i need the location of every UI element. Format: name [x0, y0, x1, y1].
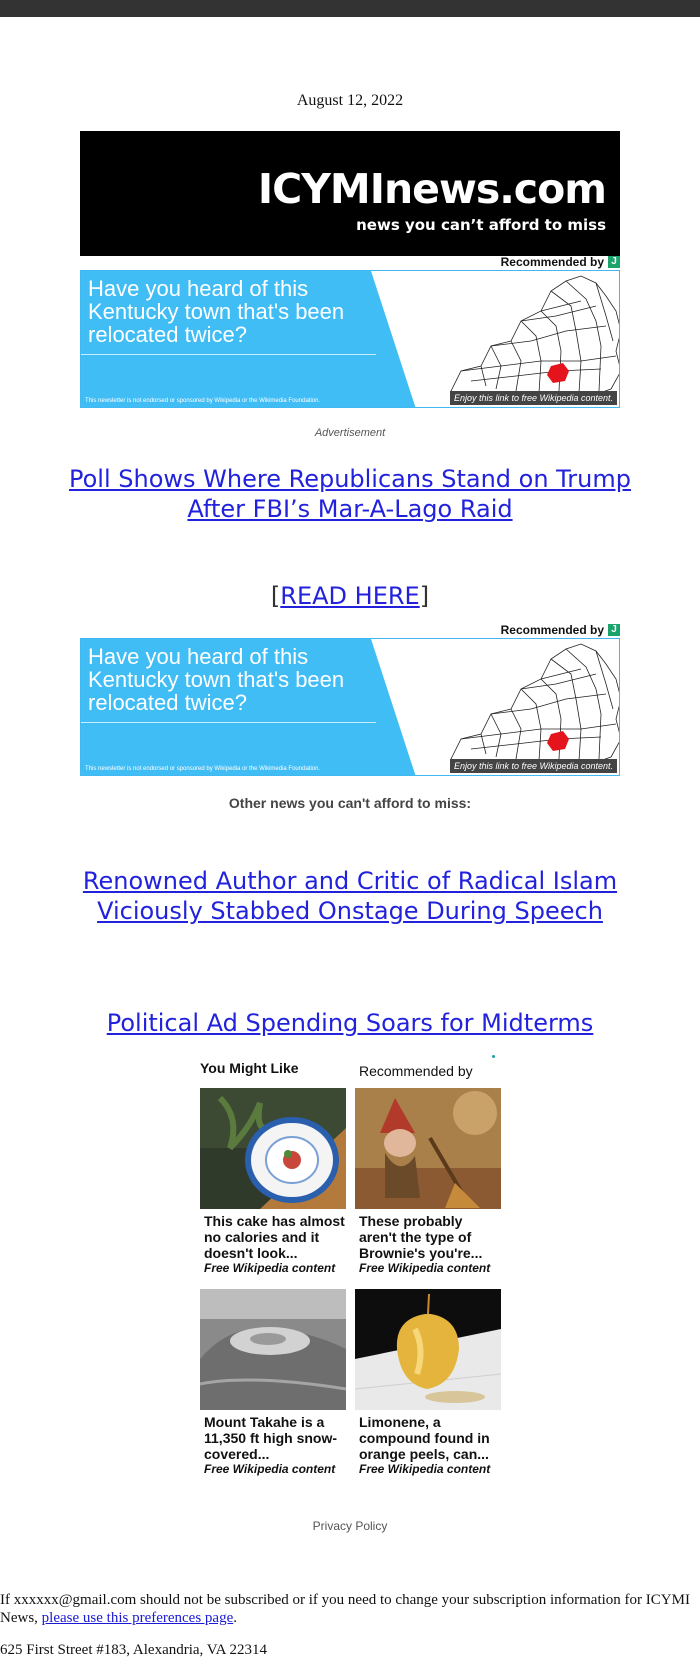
rec-thumb [200, 1088, 346, 1209]
footer-text: If xxxxxx@gmail.com should not be subscribed or if you need to change your subscription information for ICYMI News, [0, 1592, 690, 1626]
ad-divider [81, 354, 376, 355]
kentucky-map-icon [391, 271, 620, 408]
recommended-by-label-2 [501, 623, 620, 637]
recommended-by-text: Recommended by [500, 623, 604, 637]
recommended-by-text: Recommended by [500, 255, 604, 269]
headline-link-author[interactable]: Renowned Author and Critic of Radical Islam Viciously Stabbed Onstage During Speech [82, 867, 618, 925]
rec-card-limonene[interactable] [355, 1289, 501, 1476]
ad-headline: Have you heard of this Kentucky town that's been relocated twice? [88, 276, 345, 347]
top-bar [0, 0, 700, 17]
widget-recommended-by: Recommended by [359, 1063, 473, 1079]
rec-card-brownie[interactable] [355, 1088, 501, 1275]
read-here-link[interactable]: READ HERE [280, 582, 420, 610]
rec-card-cake[interactable] [200, 1088, 346, 1275]
rec-title: Mount Takahe is a 11,350 ft high snow-covered... [204, 1414, 338, 1462]
other-news-heading: Other news you can't afford to miss: [228, 795, 472, 811]
logo-name: ICYMInews.com [257, 165, 606, 213]
you-might-like-label: You Might Like [200, 1060, 299, 1076]
headline-link-ad-spending[interactable]: Political Ad Spending Soars for Midterms [106, 1009, 594, 1037]
ad-headline: Have you heard of this Kentucky town that's been relocated twice? [88, 644, 345, 715]
rec-title: Limonene, a compound found in orange peels, can... [359, 1414, 490, 1462]
j-badge-icon: J [608, 256, 620, 268]
rec-source: Free Wikipedia content [359, 1462, 491, 1476]
rec-source: Free Wikipedia content [204, 1462, 336, 1476]
ad-disclaimer: This newsletter is not endorsed or sponsored by Wikipedia or the Wikimedia Foundation. [85, 766, 321, 772]
read-here-line [0, 582, 700, 610]
ad-enjoy-label: Enjoy this link to free Wikipedia content. [450, 759, 617, 773]
cake-plate-image [200, 1088, 346, 1209]
rec-source: Free Wikipedia content [204, 1261, 336, 1275]
subscription-footer [0, 1591, 700, 1627]
bracket-open: [ [270, 582, 281, 610]
advertisement-label: Advertisement [314, 427, 386, 439]
recommended-by-label-1 [501, 255, 620, 269]
rec-thumb [355, 1289, 501, 1410]
privacy-policy-link[interactable]: Privacy Policy [312, 1519, 388, 1533]
rec-thumb [355, 1088, 501, 1209]
widget-dot-icon [492, 1055, 495, 1058]
icymi-logo-banner[interactable] [80, 131, 620, 256]
headline-link-poll[interactable]: Poll Shows Where Republicans Stand on Trump After FBI’s Mar-A-Lago Raid [69, 465, 631, 523]
kentucky-town-ad-1[interactable] [80, 270, 620, 408]
ad-disclaimer: This newsletter is not endorsed or sponsored by Wikipedia or the Wikimedia Foundation. [85, 398, 321, 404]
footer-end: . [233, 1610, 237, 1626]
ad-enjoy-label: Enjoy this link to free Wikipedia content. [450, 391, 617, 405]
newsletter-date: August 12, 2022 [296, 92, 404, 109]
rec-title: This cake has almost no calories and it doesn't look... [204, 1213, 345, 1261]
j-badge-icon: J [608, 624, 620, 636]
preferences-page-link[interactable]: please use this preferences page [41, 1610, 234, 1626]
logo-tagline: news you can’t afford to miss [356, 216, 606, 234]
kentucky-town-ad-2[interactable] [80, 638, 620, 776]
mountain-aerial-image [200, 1289, 346, 1410]
rec-source: Free Wikipedia content [359, 1261, 491, 1275]
rec-card-mount-takahe[interactable] [200, 1289, 346, 1476]
ad-divider [81, 722, 376, 723]
rec-thumb [200, 1289, 346, 1410]
postal-address: 625 First Street #183, Alexandria, VA 22314 [0, 1642, 267, 1658]
brownie-illustration-image [355, 1088, 501, 1209]
rec-title: These probably aren't the type of Brownie's you're... [359, 1213, 483, 1261]
kentucky-map-icon [391, 639, 620, 776]
bracket-close: ] [419, 582, 430, 610]
orange-peel-image [355, 1289, 501, 1410]
